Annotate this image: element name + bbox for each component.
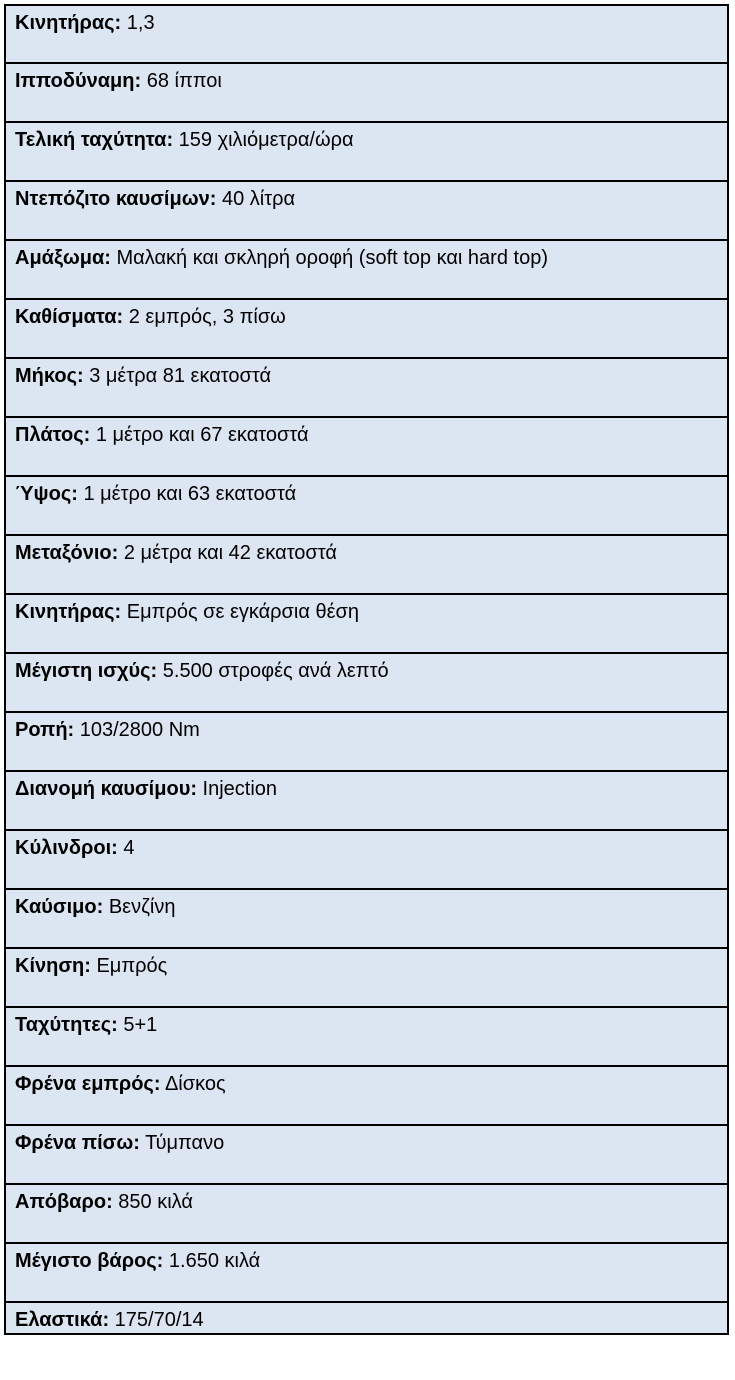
spec-cell <box>5 948 728 1007</box>
spec-cell <box>5 771 728 830</box>
spec-cell <box>5 535 728 594</box>
spec-cell <box>5 1066 728 1125</box>
spec-cell-content <box>15 595 727 625</box>
spec-cell-content <box>15 1067 727 1097</box>
spec-label: Διανομή καυσίμου: <box>15 778 197 800</box>
spec-cell-content <box>15 418 727 448</box>
spec-value: 3 μέτρα 81 εκατοστά <box>83 365 272 387</box>
spec-cell-content <box>15 949 727 979</box>
spec-cell <box>5 1302 728 1334</box>
spec-row <box>5 299 728 358</box>
spec-cell-content <box>15 1126 727 1156</box>
spec-cell <box>5 476 728 535</box>
spec-value: 103/2800 Nm <box>74 719 200 741</box>
spec-label: Τελική ταχύτητα: <box>15 129 174 151</box>
spec-value: Εμπρός σε εγκάρσια θέση <box>121 601 359 623</box>
spec-table <box>4 4 729 1335</box>
spec-label: Απόβαρο: <box>15 1191 113 1213</box>
spec-value: 68 ίπποι <box>141 70 222 92</box>
spec-label: Ύψος: <box>15 483 78 505</box>
spec-cell <box>5 63 728 122</box>
spec-label: Φρένα πίσω: <box>15 1132 140 1154</box>
spec-table-body <box>5 5 728 1334</box>
spec-cell <box>5 889 728 948</box>
spec-label: Κινητήρας: <box>15 12 122 34</box>
spec-row <box>5 948 728 1007</box>
spec-value: 2 μέτρα και 42 εκατοστά <box>118 542 337 564</box>
spec-value: 4 <box>117 837 135 859</box>
spec-cell-content <box>15 477 727 507</box>
spec-value: Injection <box>197 778 278 800</box>
spec-cell-content <box>15 1244 727 1274</box>
spec-cell <box>5 181 728 240</box>
spec-value: Δίσκος <box>160 1073 226 1095</box>
spec-label: Μεταξόνιο: <box>15 542 119 564</box>
spec-cell-content <box>15 654 727 684</box>
spec-value: Μαλακή και σκληρή οροφή (soft top και hard top) <box>110 247 548 269</box>
spec-label: Καύσιμο: <box>15 896 104 918</box>
spec-label: Κύλινδροι: <box>15 837 118 859</box>
spec-cell-content <box>15 241 727 271</box>
spec-row <box>5 830 728 889</box>
spec-row <box>5 712 728 771</box>
spec-label: Πλάτος: <box>15 424 91 446</box>
spec-row <box>5 1302 728 1334</box>
spec-value: 1,3 <box>121 12 155 34</box>
spec-value: 175/70/14 <box>109 1309 204 1331</box>
spec-label: Κίνηση: <box>15 955 91 977</box>
spec-value: 850 κιλά <box>112 1191 193 1213</box>
spec-row <box>5 1243 728 1302</box>
spec-row <box>5 1184 728 1243</box>
spec-value: 5.500 στροφές ανά λεπτό <box>157 660 389 682</box>
spec-value: 1 μέτρο και 67 εκατοστά <box>90 424 309 446</box>
spec-cell <box>5 358 728 417</box>
spec-row <box>5 653 728 712</box>
spec-cell <box>5 122 728 181</box>
spec-value: 159 χιλιόμετρα/ώρα <box>173 129 354 151</box>
spec-cell-content <box>15 713 727 743</box>
spec-cell-content <box>15 1185 727 1215</box>
spec-value: 40 λίτρα <box>216 188 296 210</box>
spec-cell <box>5 830 728 889</box>
spec-cell-content <box>15 64 727 94</box>
spec-label: Ντεπόζιτο καυσίμων: <box>15 188 217 210</box>
spec-label: Μέγιστη ισχύς: <box>15 660 158 682</box>
spec-row <box>5 771 728 830</box>
spec-cell-content <box>15 182 727 212</box>
spec-cell <box>5 5 728 63</box>
spec-cell <box>5 1184 728 1243</box>
spec-cell-content <box>15 890 727 920</box>
spec-row <box>5 358 728 417</box>
spec-value: Τύμπανο <box>139 1132 225 1154</box>
spec-cell-content <box>15 6 727 36</box>
spec-label: Ελαστικά: <box>15 1309 110 1331</box>
spec-label: Κινητήρας: <box>15 601 122 623</box>
spec-cell-content <box>15 1303 727 1333</box>
spec-cell <box>5 1243 728 1302</box>
spec-label: Αμάξωμα: <box>15 247 111 269</box>
spec-value: 5+1 <box>117 1014 158 1036</box>
spec-value: 1 μέτρο και 63 εκατοστά <box>77 483 297 505</box>
spec-label: Ταχύτητες: <box>15 1014 118 1036</box>
spec-row <box>5 122 728 181</box>
spec-cell <box>5 712 728 771</box>
spec-label: Μέγιστο βάρος: <box>15 1250 164 1272</box>
spec-label: Ροπή: <box>15 719 75 741</box>
spec-row <box>5 181 728 240</box>
spec-row <box>5 1007 728 1066</box>
spec-row <box>5 240 728 299</box>
spec-cell-content <box>15 536 727 566</box>
spec-cell-content <box>15 123 727 153</box>
spec-cell-content <box>15 300 727 330</box>
spec-cell-content <box>15 772 727 802</box>
spec-cell-content <box>15 831 727 861</box>
spec-cell <box>5 1125 728 1184</box>
spec-row <box>5 594 728 653</box>
spec-row <box>5 535 728 594</box>
spec-label: Καθίσματα: <box>15 306 124 328</box>
spec-row <box>5 417 728 476</box>
spec-row <box>5 476 728 535</box>
spec-row <box>5 1125 728 1184</box>
spec-value: Εμπρός <box>90 955 168 977</box>
spec-cell <box>5 594 728 653</box>
spec-cell <box>5 1007 728 1066</box>
spec-cell <box>5 240 728 299</box>
spec-value: 2 εμπρός, 3 πίσω <box>123 306 286 328</box>
spec-row <box>5 5 728 63</box>
spec-value: Βενζίνη <box>103 896 176 918</box>
spec-label: Φρένα εμπρός: <box>15 1073 161 1095</box>
spec-row <box>5 889 728 948</box>
spec-cell-content <box>15 1008 727 1038</box>
spec-cell <box>5 653 728 712</box>
spec-label: Ιπποδύναμη: <box>15 70 142 92</box>
spec-row <box>5 63 728 122</box>
spec-cell <box>5 299 728 358</box>
spec-label: Μήκος: <box>15 365 84 387</box>
spec-row <box>5 1066 728 1125</box>
spec-cell-content <box>15 359 727 389</box>
spec-cell <box>5 417 728 476</box>
spec-value: 1.650 κιλά <box>163 1250 261 1272</box>
